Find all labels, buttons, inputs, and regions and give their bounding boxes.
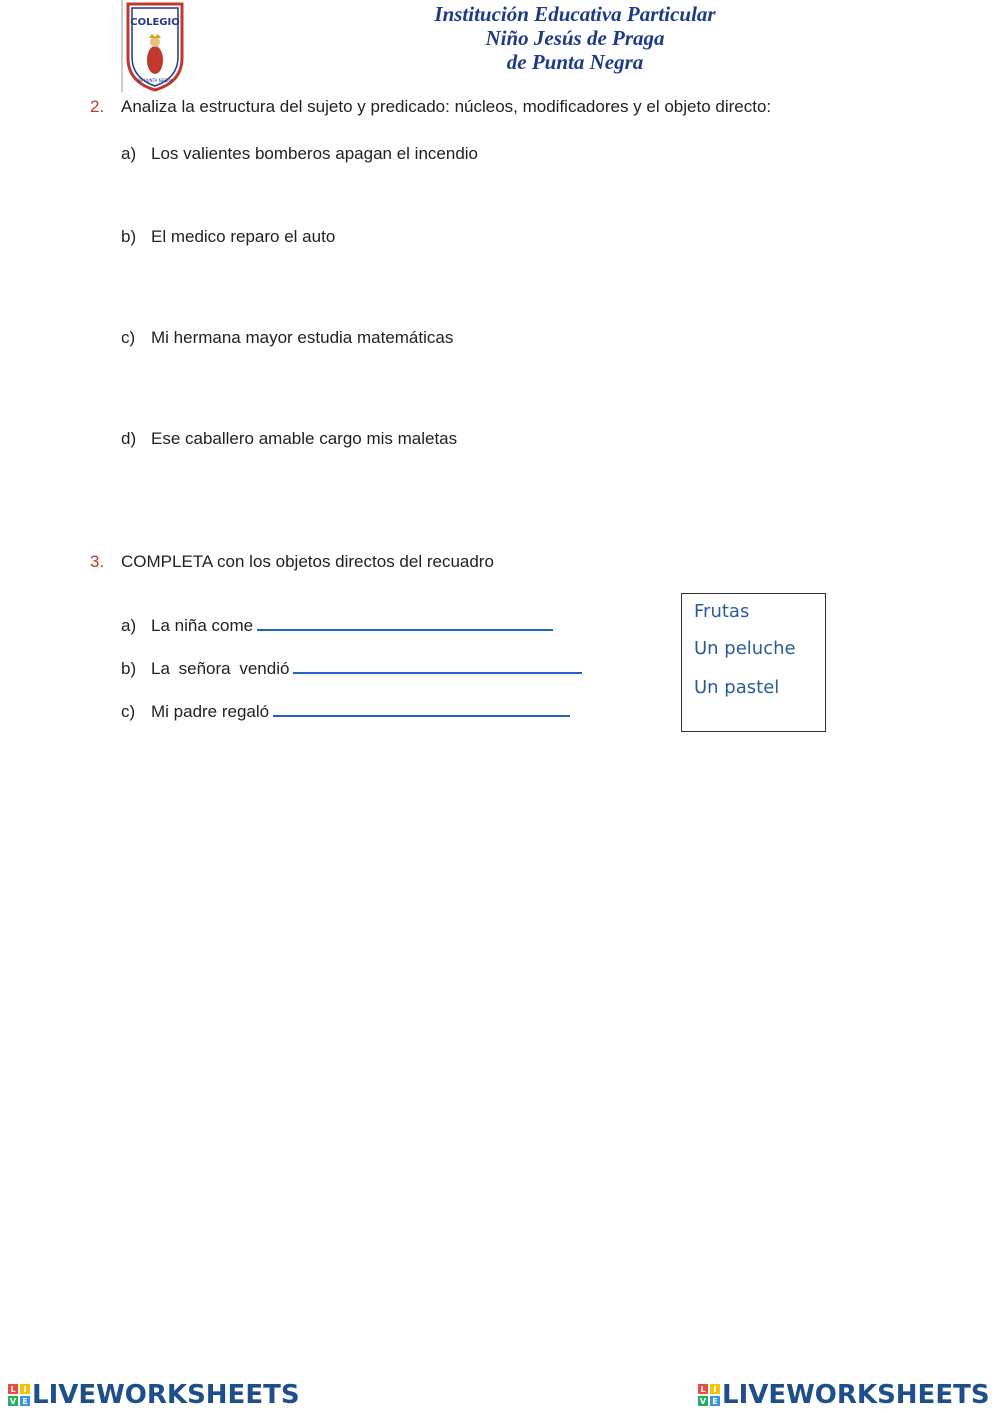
- liveworksheets-brand-text: LIVEWORKSHEETS: [722, 1380, 990, 1410]
- item-text: La señora vendió: [151, 659, 290, 678]
- svg-text:L: L: [10, 1385, 16, 1394]
- svg-text:I: I: [713, 1385, 717, 1394]
- school-crest-logo: [120, 0, 188, 92]
- liveworksheets-logo-right: [698, 1380, 990, 1410]
- item-letter: a): [121, 616, 137, 635]
- liveworksheets-logo-left: [8, 1380, 300, 1410]
- item-text: Mi hermana mayor estudia matemáticas: [151, 328, 454, 347]
- liveworksheets-badge-icon: [8, 1384, 30, 1406]
- item-text: El medico reparo el auto: [151, 227, 336, 246]
- item-letter: c): [121, 328, 136, 347]
- item-text: Ese caballero amable cargo mis maletas: [151, 429, 458, 448]
- svg-text:E: E: [712, 1397, 718, 1406]
- svg-text:E: E: [22, 1397, 28, 1406]
- word-bank-item-3[interactable]: Un pastel: [694, 677, 780, 698]
- liveworksheets-badge-icon: [698, 1384, 720, 1406]
- item-letter: b): [121, 659, 137, 678]
- school-name-line2: Niño Jesús de Praga: [485, 26, 665, 50]
- logo-top-text: COLEGIO: [130, 17, 180, 28]
- item-text: La niña come: [151, 616, 254, 635]
- question-3-item-c: [121, 699, 570, 722]
- word-bank-item-1[interactable]: Frutas: [694, 601, 750, 622]
- svg-text:L: L: [700, 1385, 706, 1394]
- svg-text:V: V: [699, 1397, 707, 1406]
- svg-text:V: V: [9, 1397, 17, 1406]
- item-text: Mi padre regaló: [151, 702, 270, 721]
- item-text: Los valientes bomberos apagan el incendio: [151, 144, 479, 163]
- svg-text:I: I: [23, 1385, 27, 1394]
- question-2-item-c: [121, 328, 453, 348]
- school-name-line1: Institución Educativa Particular: [434, 2, 716, 26]
- question-2-item-a: [121, 144, 478, 164]
- question-2-number: 2.: [90, 97, 105, 116]
- liveworksheets-brand-text: LIVEWORKSHEETS: [32, 1380, 300, 1410]
- item-letter: a): [121, 144, 137, 163]
- question-2-prompt: Analiza la estructura del sujeto y predicado: núcleos, modificadores y el objeto directo:: [121, 97, 772, 116]
- question-3-prompt: COMPLETA con los objetos directos del recuadro: [121, 552, 494, 571]
- answer-blank-b[interactable]: [293, 656, 582, 674]
- answer-blank-c[interactable]: [273, 699, 570, 717]
- question-2-item-b: [121, 227, 335, 247]
- school-name-line3: de Punta Negra: [506, 50, 644, 74]
- question-3-item-b: [121, 656, 582, 679]
- item-letter: d): [121, 429, 137, 448]
- item-letter: c): [121, 702, 136, 721]
- item-letter: b): [121, 227, 137, 246]
- logo-bottom-text: DE PUNTA NEGRA: [137, 78, 173, 83]
- question-3-item-a: [121, 613, 553, 636]
- answer-blank-a[interactable]: [257, 613, 553, 631]
- question-3-number: 3.: [90, 552, 105, 571]
- word-bank-item-2[interactable]: Un peluche: [694, 638, 796, 659]
- question-2-item-d: [121, 429, 457, 449]
